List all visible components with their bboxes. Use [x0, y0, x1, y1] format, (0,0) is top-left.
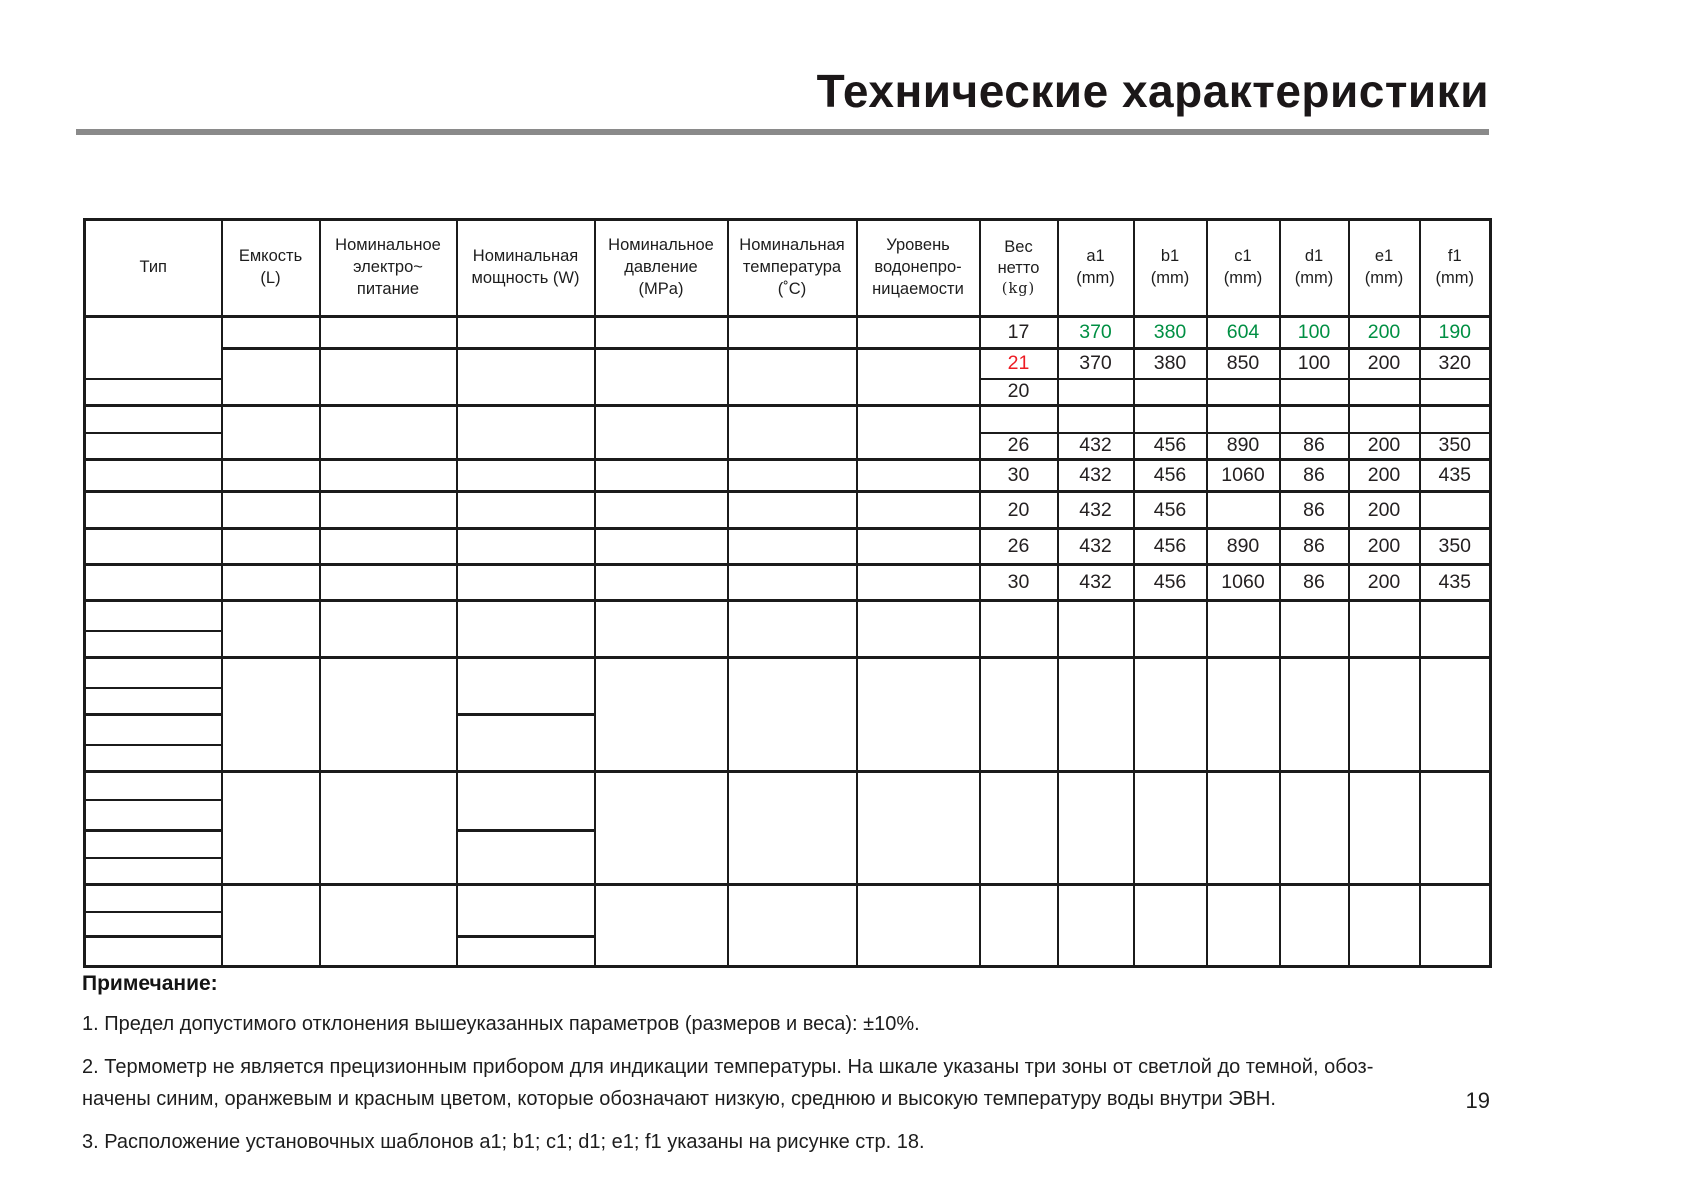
cell-capacity [222, 601, 320, 658]
cell-power-supply [320, 460, 457, 492]
specs-table [83, 218, 1492, 968]
cell-c1: 1060 [1207, 460, 1280, 492]
cell-d1: 86 [1280, 529, 1349, 565]
cell-pressure [595, 565, 728, 601]
cell-rated-power [457, 772, 595, 831]
cell-a1: 432 [1058, 460, 1134, 492]
cell-rated-power [457, 715, 595, 772]
cell-power-supply [320, 406, 457, 460]
notes-heading: Примечание: [82, 972, 218, 995]
cell-rated-power [457, 492, 595, 529]
cell-weight [980, 406, 1058, 433]
cell-b1 [1134, 406, 1207, 433]
cell-temperature [728, 601, 857, 658]
cell-capacity [222, 317, 320, 349]
cell-power-supply [320, 529, 457, 565]
title-underline [76, 129, 1489, 135]
cell-weight [980, 658, 1058, 772]
cell-c1: 604 [1207, 317, 1280, 349]
cell-type [85, 317, 222, 379]
cell-weight: 20 [980, 492, 1058, 529]
cell-c1 [1207, 406, 1280, 433]
cell-pressure [595, 601, 728, 658]
cell-e1 [1349, 406, 1420, 433]
cell-weight [980, 885, 1058, 967]
cell-temperature [728, 885, 857, 967]
cell-a1: 432 [1058, 565, 1134, 601]
cell-type [85, 937, 222, 967]
cell-c1: 890 [1207, 529, 1280, 565]
cell-temperature [728, 317, 857, 349]
cell-f1 [1420, 601, 1491, 658]
cell-type [85, 529, 222, 565]
cell-type [85, 688, 222, 715]
cell-d1 [1280, 601, 1349, 658]
col-header-d1: d1 (mm) [1280, 220, 1349, 317]
cell-power-supply [320, 565, 457, 601]
cell-temperature [728, 406, 857, 460]
cell-b1: 456 [1134, 492, 1207, 529]
cell-rated-power [457, 406, 595, 460]
col-header-net-weight: Вес нетто (kg) [980, 220, 1058, 317]
cell-weight: 21 [980, 349, 1058, 379]
cell-type [85, 433, 222, 460]
cell-type [85, 745, 222, 772]
cell-a1 [1058, 772, 1134, 885]
cell-temperature [728, 349, 857, 406]
cell-rated-power [457, 349, 595, 406]
cell-f1: 190 [1420, 317, 1491, 349]
cell-c1 [1207, 772, 1280, 885]
cell-power-supply [320, 772, 457, 885]
cell-waterproof [857, 772, 980, 885]
cell-d1: 86 [1280, 565, 1349, 601]
cell-weight: 17 [980, 317, 1058, 349]
cell-rated-power [457, 937, 595, 967]
cell-a1: 432 [1058, 492, 1134, 529]
note-item-3: 3. Расположение установочных шаблонов a1; b1; c1; d1; e1; f1 указаны на рисунке стр. 18. [82, 1131, 925, 1153]
cell-c1 [1207, 658, 1280, 772]
cell-type [85, 658, 222, 688]
cell-weight: 20 [980, 379, 1058, 406]
cell-c1 [1207, 379, 1280, 406]
cell-e1 [1349, 601, 1420, 658]
cell-c1: 850 [1207, 349, 1280, 379]
cell-capacity [222, 885, 320, 967]
cell-power-supply [320, 317, 457, 349]
cell-weight [980, 772, 1058, 885]
cell-a1: 432 [1058, 433, 1134, 460]
cell-c1: 1060 [1207, 565, 1280, 601]
cell-pressure [595, 317, 728, 349]
page-number: 19 [1465, 1088, 1490, 1113]
cell-rated-power [457, 565, 595, 601]
cell-b1 [1134, 379, 1207, 406]
cell-f1 [1420, 885, 1491, 967]
cell-pressure [595, 406, 728, 460]
cell-e1: 200 [1349, 349, 1420, 379]
table-row [85, 772, 1491, 800]
cell-type [85, 460, 222, 492]
page-title: Технические характеристики [816, 65, 1489, 117]
col-header-rated-power: Номинальная мощность (W) [457, 220, 595, 317]
cell-weight: 26 [980, 433, 1058, 460]
cell-rated-power [457, 460, 595, 492]
cell-a1: 370 [1058, 317, 1134, 349]
cell-pressure [595, 885, 728, 967]
cell-weight: 26 [980, 529, 1058, 565]
note-item-2 [82, 1051, 1552, 1115]
cell-temperature [728, 772, 857, 885]
col-header-power-supply: Номинальное электро~ питание [320, 220, 457, 317]
cell-weight [980, 601, 1058, 658]
cell-power-supply [320, 349, 457, 406]
table-row [85, 406, 1491, 433]
cell-d1: 100 [1280, 317, 1349, 349]
cell-rated-power [457, 658, 595, 715]
cell-capacity [222, 565, 320, 601]
table-row [85, 885, 1491, 912]
cell-d1 [1280, 885, 1349, 967]
cell-weight: 30 [980, 460, 1058, 492]
cell-f1: 435 [1420, 460, 1491, 492]
cell-f1: 350 [1420, 529, 1491, 565]
col-header-type: Тип [85, 220, 222, 317]
table-row [85, 601, 1491, 631]
cell-type [85, 885, 222, 912]
cell-e1: 200 [1349, 317, 1420, 349]
cell-d1 [1280, 379, 1349, 406]
note-item-2-line-2: начены синим, оранжевым и красным цветом, которые обозначают низкую, среднюю и высокую температуру воды внутри ЭВН. [82, 1088, 1276, 1110]
cell-a1 [1058, 658, 1134, 772]
cell-capacity [222, 772, 320, 885]
cell-waterproof [857, 317, 980, 349]
col-header-b1: b1 (mm) [1134, 220, 1207, 317]
cell-temperature [728, 460, 857, 492]
cell-d1 [1280, 658, 1349, 772]
cell-b1: 456 [1134, 529, 1207, 565]
cell-pressure [595, 772, 728, 885]
cell-rated-power [457, 529, 595, 565]
cell-temperature [728, 658, 857, 772]
cell-power-supply [320, 601, 457, 658]
cell-e1: 200 [1349, 565, 1420, 601]
cell-waterproof [857, 565, 980, 601]
note-item-2-line-1: 2. Термометр не является прецизионным прибором для индикации температуры. На шкале указаны три зоны от светлой до темной, обоз- [82, 1056, 1374, 1078]
cell-capacity [222, 349, 320, 406]
col-header-capacity: Емкость (L) [222, 220, 320, 317]
cell-type [85, 565, 222, 601]
cell-e1: 200 [1349, 492, 1420, 529]
cell-d1 [1280, 406, 1349, 433]
cell-e1: 200 [1349, 529, 1420, 565]
cell-b1 [1134, 658, 1207, 772]
cell-e1: 200 [1349, 433, 1420, 460]
cell-f1 [1420, 492, 1491, 529]
cell-capacity [222, 658, 320, 772]
notes-section [82, 972, 1552, 1169]
cell-d1: 86 [1280, 492, 1349, 529]
cell-power-supply [320, 658, 457, 772]
cell-capacity [222, 460, 320, 492]
col-header-e1: e1 (mm) [1349, 220, 1420, 317]
cell-type [85, 492, 222, 529]
cell-pressure [595, 529, 728, 565]
col-header-waterproof: Уровень водонепро- ницаемости [857, 220, 980, 317]
cell-d1: 100 [1280, 349, 1349, 379]
cell-b1 [1134, 772, 1207, 885]
cell-type [85, 772, 222, 800]
cell-e1 [1349, 772, 1420, 885]
col-header-c1: c1 (mm) [1207, 220, 1280, 317]
cell-b1 [1134, 885, 1207, 967]
cell-b1: 380 [1134, 349, 1207, 379]
cell-pressure [595, 492, 728, 529]
col-header-a1: a1 (mm) [1058, 220, 1134, 317]
cell-e1: 200 [1349, 460, 1420, 492]
cell-b1: 380 [1134, 317, 1207, 349]
cell-f1 [1420, 379, 1491, 406]
cell-f1 [1420, 406, 1491, 433]
cell-temperature [728, 529, 857, 565]
cell-waterproof [857, 349, 980, 406]
cell-e1 [1349, 379, 1420, 406]
table-row [85, 658, 1491, 688]
cell-waterproof [857, 406, 980, 460]
cell-rated-power [457, 601, 595, 658]
cell-c1 [1207, 601, 1280, 658]
cell-c1: 890 [1207, 433, 1280, 460]
cell-f1: 320 [1420, 349, 1491, 379]
cell-a1 [1058, 379, 1134, 406]
cell-f1: 350 [1420, 433, 1491, 460]
cell-e1 [1349, 885, 1420, 967]
cell-pressure [595, 460, 728, 492]
header-row [85, 220, 1491, 317]
col-header-pressure: Номинальное давление (MPa) [595, 220, 728, 317]
cell-temperature [728, 565, 857, 601]
cell-pressure [595, 349, 728, 406]
cell-rated-power [457, 885, 595, 937]
cell-power-supply [320, 885, 457, 967]
cell-waterproof [857, 601, 980, 658]
cell-waterproof [857, 529, 980, 565]
cell-a1: 370 [1058, 349, 1134, 379]
cell-d1 [1280, 772, 1349, 885]
col-header-temperature: Номинальная температура (˚C) [728, 220, 857, 317]
cell-b1: 456 [1134, 460, 1207, 492]
cell-rated-power [457, 317, 595, 349]
cell-f1: 435 [1420, 565, 1491, 601]
cell-b1: 456 [1134, 565, 1207, 601]
cell-type [85, 831, 222, 858]
table-row [85, 460, 1491, 492]
cell-type [85, 912, 222, 937]
cell-waterproof [857, 885, 980, 967]
cell-capacity [222, 529, 320, 565]
cell-f1 [1420, 658, 1491, 772]
table-row [85, 317, 1491, 349]
cell-a1 [1058, 406, 1134, 433]
cell-type [85, 800, 222, 831]
cell-type [85, 406, 222, 433]
cell-waterproof [857, 460, 980, 492]
cell-temperature [728, 492, 857, 529]
cell-a1 [1058, 601, 1134, 658]
cell-rated-power [457, 831, 595, 885]
cell-b1: 456 [1134, 433, 1207, 460]
cell-d1: 86 [1280, 460, 1349, 492]
cell-c1 [1207, 885, 1280, 967]
table-row [85, 492, 1491, 529]
cell-waterproof [857, 658, 980, 772]
cell-capacity [222, 406, 320, 460]
cell-type [85, 715, 222, 745]
cell-b1 [1134, 601, 1207, 658]
table-row [85, 529, 1491, 565]
cell-pressure [595, 658, 728, 772]
table-row [85, 565, 1491, 601]
cell-type [85, 858, 222, 885]
cell-d1: 86 [1280, 433, 1349, 460]
specs-table-container [83, 218, 1492, 968]
col-header-f1: f1 (mm) [1420, 220, 1491, 317]
cell-e1 [1349, 658, 1420, 772]
cell-weight: 30 [980, 565, 1058, 601]
cell-f1 [1420, 772, 1491, 885]
cell-a1 [1058, 885, 1134, 967]
cell-c1 [1207, 492, 1280, 529]
table-row [85, 349, 1491, 379]
cell-type [85, 379, 222, 406]
cell-a1: 432 [1058, 529, 1134, 565]
cell-power-supply [320, 492, 457, 529]
cell-type [85, 601, 222, 631]
cell-waterproof [857, 492, 980, 529]
note-item-1: 1. Предел допустимого отклонения вышеуказанных параметров (размеров и веса): ±10%. [82, 1013, 920, 1035]
cell-capacity [222, 492, 320, 529]
cell-type [85, 631, 222, 658]
